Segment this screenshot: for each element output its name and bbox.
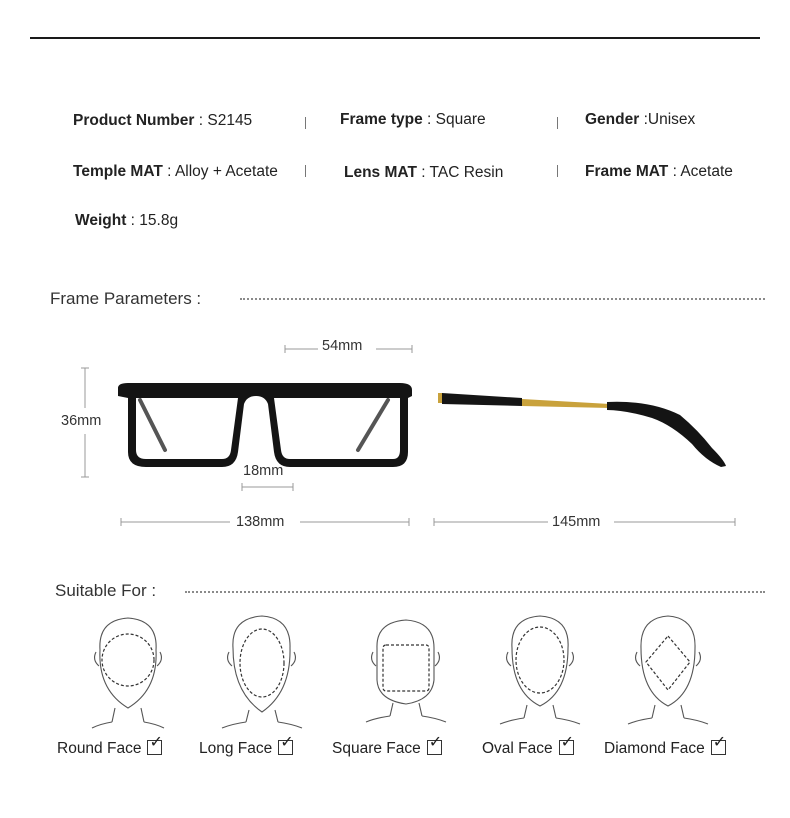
face-diamond xyxy=(604,734,727,758)
spec-value: S2145 xyxy=(207,112,253,129)
spec-lens-mat: Lens MAT : TAC Resin xyxy=(344,164,504,181)
spec-weight: Weight : 15.8g xyxy=(75,212,179,229)
spec-label: Weight xyxy=(75,212,127,229)
face-long xyxy=(199,734,294,758)
face-square xyxy=(332,734,443,758)
face-oval xyxy=(482,734,575,758)
spec-label: Temple MAT xyxy=(73,163,163,180)
spec-value: Acetate xyxy=(680,163,733,180)
spec-label: Frame MAT xyxy=(585,163,669,180)
face-label-text: Square Face xyxy=(332,740,421,757)
checkbox-icon: ✓ xyxy=(278,740,293,755)
spec-frame-mat: Frame MAT : Acetate xyxy=(585,163,733,180)
face-sketches xyxy=(92,616,708,728)
lens-width-label: 54mm xyxy=(322,338,363,354)
face-label-text: Diamond Face xyxy=(604,740,705,757)
checkbox-icon: ✓ xyxy=(559,740,574,755)
spec-value: Square xyxy=(435,111,486,128)
spec-value: 15.8g xyxy=(139,212,179,229)
spec-gender: Gender :Unisex xyxy=(585,111,696,128)
spec-label: Frame type xyxy=(340,111,423,128)
spec-label: Product Number xyxy=(73,112,195,129)
checkbox-icon: ✓ xyxy=(147,740,162,755)
checkbox-icon: ✓ xyxy=(427,740,442,755)
spec-product-number: Product Number : S2145 xyxy=(73,112,253,129)
lens-height-label: 36mm xyxy=(61,413,102,429)
face-label-text: Oval Face xyxy=(482,740,553,757)
face-label-text: Long Face xyxy=(199,740,273,757)
suitable-for-title: Suitable For : xyxy=(55,581,157,600)
frame-width-label: 138mm xyxy=(236,514,285,530)
spec-frame-type: Frame type : Square xyxy=(340,111,486,128)
spec-temple-mat: Temple MAT : Alloy + Acetate xyxy=(73,163,278,180)
frame-parameters-title: Frame Parameters : xyxy=(50,289,202,308)
face-shape-overlays xyxy=(102,627,690,697)
checkbox-icon: ✓ xyxy=(711,740,726,755)
glasses-front-view xyxy=(118,383,412,467)
face-round xyxy=(57,734,163,758)
spec-value: TAC Resin xyxy=(429,164,504,181)
bridge-width-label: 18mm xyxy=(243,463,284,479)
dotted-divider xyxy=(185,591,765,593)
face-label-text: Round Face xyxy=(57,740,142,757)
spec-value: Unisex xyxy=(647,111,696,128)
spec-label: Gender xyxy=(585,111,640,128)
spec-value: Alloy + Acetate xyxy=(174,163,278,180)
spec-label: Lens MAT xyxy=(344,164,417,181)
glasses-side-view xyxy=(438,393,726,467)
temple-length-label: 145mm xyxy=(552,514,601,530)
